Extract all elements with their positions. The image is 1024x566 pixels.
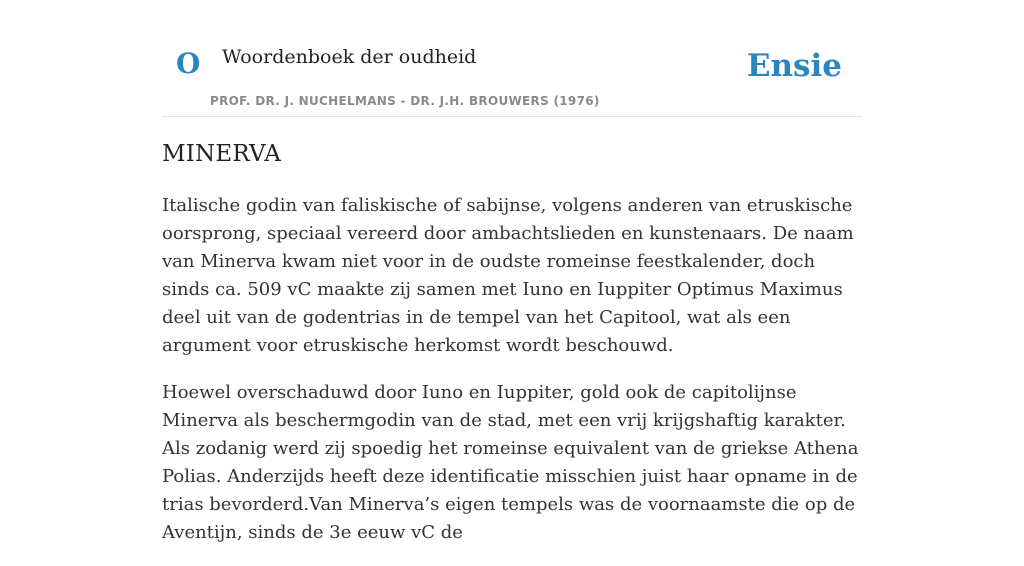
- entry-paragraph: Hoewel overschaduwd door Iuno en Iuppiter, gold ook de capitolijnse Minerva als beschermgodin van de stad, met een vrij krijgshaftig karakter. Als zodanig werd zij spoedig het romeinse equivalent van de griekse Athena Polias. Anderzijds heeft deze identificatie misschien juist haar opname in de trias bevorderd.Van Minerva’s eigen tempels was de voornaamste die op de Aventijn, sinds de 3e eeuw vC de: [162, 382, 859, 543]
- entry-headword: MINERVA: [162, 141, 282, 167]
- index-letter[interactable]: O: [176, 47, 201, 80]
- book-title[interactable]: Woordenboek der oudheid: [222, 46, 477, 68]
- entry-body: [162, 192, 864, 566]
- site-logo[interactable]: Ensie: [746, 48, 842, 84]
- book-header: [162, 0, 862, 117]
- entry-paragraph: Italische godin van faliskische of sabijnse, volgens anderen van etruskische oorsprong, speciaal vereerd door ambachtslieden en kunstenaars. De naam van Minerva kwam niet voor in de oudste romeinse feestkalender, doch sinds ca. 509 vC maakte zij samen met Iuno en Iuppiter Optimus Maximus deel uit van de godentrias in de tempel van het Capitool, wat als een argument voor etruskische herkomst wordt beschouwd.: [162, 195, 854, 356]
- book-authors: PROF. DR. J. NUCHELMANS - DR. J.H. BROUWERS (1976): [210, 94, 600, 108]
